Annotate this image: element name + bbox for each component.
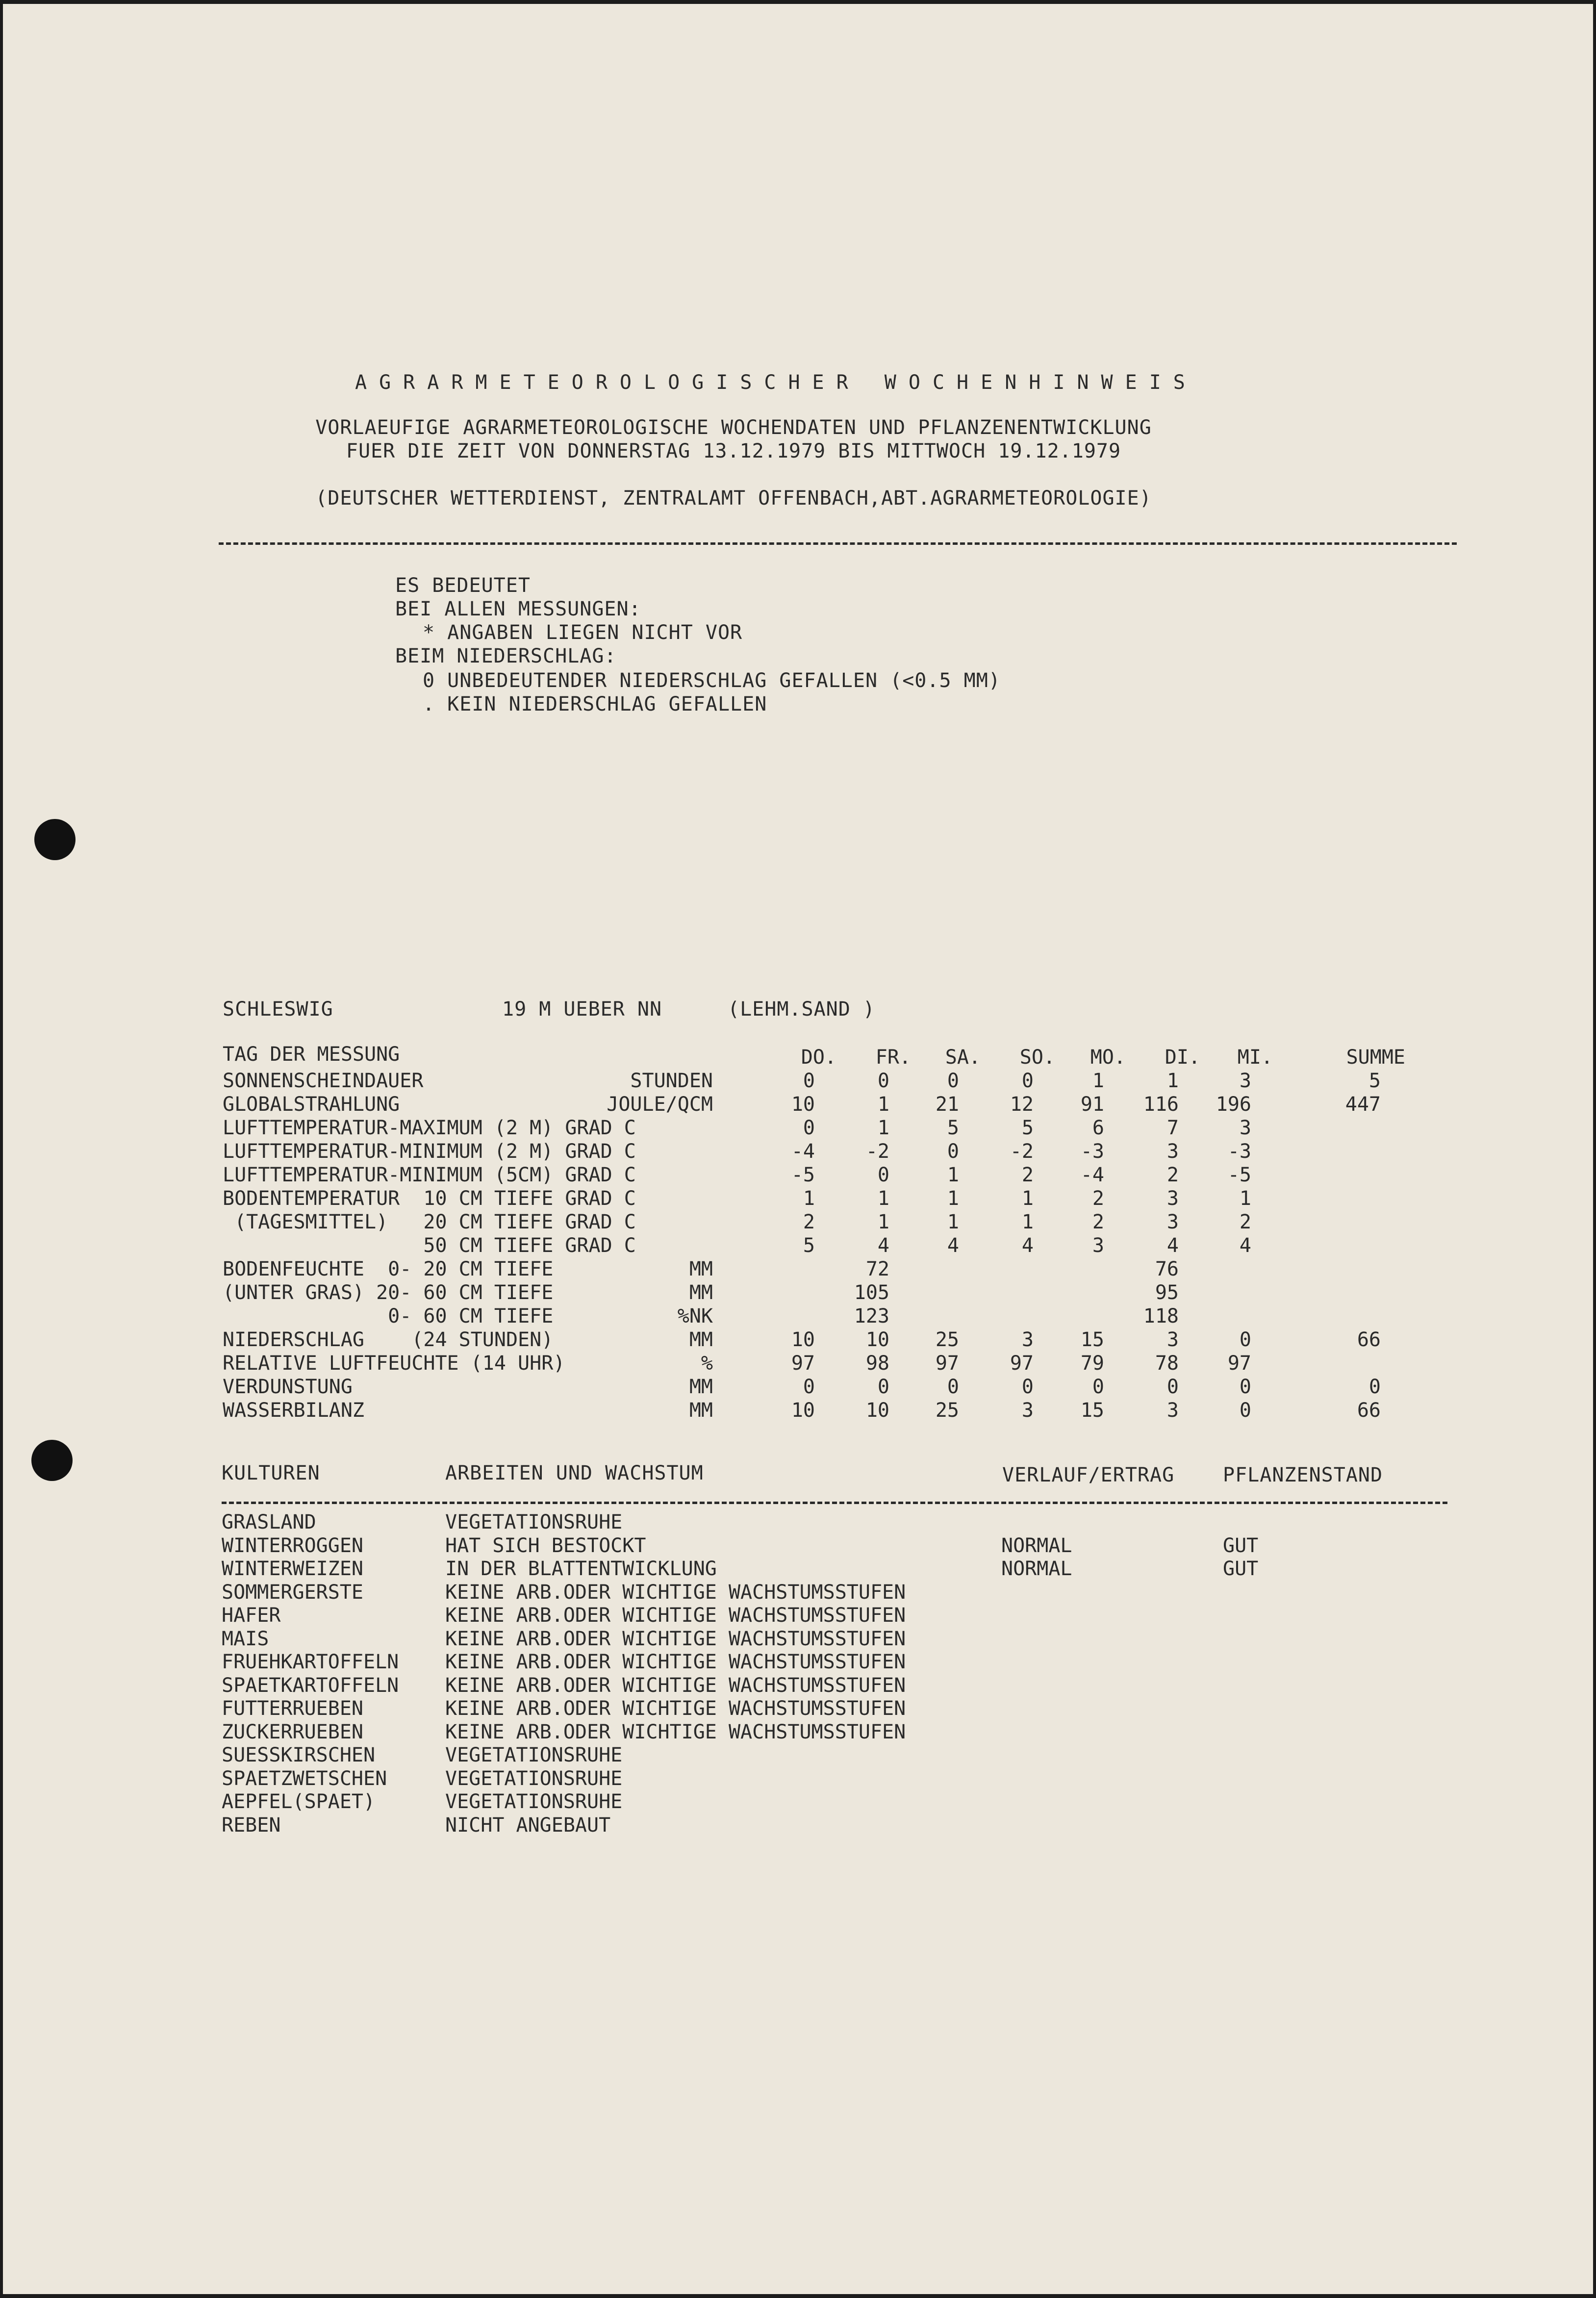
document-page <box>3 4 1593 2294</box>
measurement-value: 3 <box>1239 1070 1251 1092</box>
measurement-value: 0 <box>803 1376 815 1398</box>
crop-verlauf: NORMAL <box>1001 1558 1072 1580</box>
measurement-unit: MM <box>689 1399 713 1422</box>
crop-status: VEGETATIONSRUHE <box>445 1511 623 1533</box>
measurement-value: 2 <box>1239 1211 1251 1233</box>
measurement-value: 1 <box>1021 1211 1034 1233</box>
measurement-value: 0 <box>1239 1399 1251 1422</box>
crops-header-verlauf: VERLAUF/ERTRAG <box>1002 1464 1175 1486</box>
crop-name: SUESSKIRSCHEN <box>222 1744 376 1766</box>
crop-status: KEINE ARB.ODER WICHTIGE WACHSTUMSSTUFEN <box>445 1604 906 1627</box>
legend-line-1: ES BEDEUTET <box>395 574 531 597</box>
day-header: DI. <box>1165 1046 1200 1069</box>
measurement-value: -2 <box>1010 1140 1034 1163</box>
measurement-sum: 66 <box>1357 1328 1381 1351</box>
measurement-value: 3 <box>1166 1140 1179 1163</box>
measurement-label: BODENFEUCHTE 0- 20 CM TIEFE <box>223 1258 554 1280</box>
measurement-value: 3 <box>1021 1328 1034 1351</box>
measurement-value: 25 <box>935 1399 959 1422</box>
measurement-label: (TAGESMITTEL) 20 CM TIEFE GRAD C <box>223 1211 636 1233</box>
measurement-value: 97 <box>791 1352 815 1375</box>
measurement-value: 78 <box>1155 1352 1179 1375</box>
subtitle-line-1: VORLAEUFIGE AGRARMETEOROLOGISCHE WOCHENDATEN UND PFLANZENENTWICKLUNG <box>315 416 1152 439</box>
crop-status: VEGETATIONSRUHE <box>445 1767 623 1790</box>
measurement-value: -3 <box>1227 1140 1251 1163</box>
divider-top <box>219 542 1457 545</box>
measurement-value: 2 <box>1166 1164 1179 1186</box>
measurement-value: 4 <box>877 1234 889 1257</box>
measurement-value: 1 <box>1021 1187 1034 1210</box>
crop-verlauf: NORMAL <box>1001 1534 1072 1557</box>
measurement-value: 10 <box>791 1328 815 1351</box>
legend-line-4: BEIM NIEDERSCHLAG: <box>395 645 617 667</box>
measurement-sum: 0 <box>1368 1376 1381 1398</box>
crop-name: AEPFEL(SPAET) <box>222 1790 376 1813</box>
crops-header-arbeiten: ARBEITEN UND WACHSTUM <box>445 1462 704 1484</box>
measurement-unit: JOULE/QCM <box>607 1093 713 1116</box>
measurement-value: -5 <box>791 1164 815 1186</box>
measurement-value: 0 <box>1239 1376 1251 1398</box>
measurement-value: 72 <box>865 1258 889 1280</box>
measurement-value: 1 <box>803 1187 815 1210</box>
day-header: SA. <box>945 1046 981 1069</box>
day-header: MO. <box>1090 1046 1126 1069</box>
measurement-value: 5 <box>1021 1117 1034 1139</box>
day-header: MI. <box>1237 1046 1273 1069</box>
measurement-value: 3 <box>1166 1328 1179 1351</box>
measurement-value: 118 <box>1143 1305 1179 1328</box>
crop-status: KEINE ARB.ODER WICHTIGE WACHSTUMSSTUFEN <box>445 1674 906 1697</box>
crop-name: REBEN <box>222 1814 281 1837</box>
measurement-value: 0 <box>1021 1376 1034 1398</box>
measurement-label: NIEDERSCHLAG (24 STUNDEN) <box>223 1328 554 1351</box>
measurement-value: 116 <box>1143 1093 1179 1116</box>
measurement-value: 91 <box>1080 1093 1104 1116</box>
measurement-value: 0 <box>947 1070 959 1092</box>
measurement-value: 0 <box>947 1376 959 1398</box>
measurement-label: LUFTTEMPERATUR-MINIMUM (2 M) GRAD C <box>223 1140 636 1163</box>
measurement-value: 6 <box>1092 1117 1104 1139</box>
measurement-unit: % <box>701 1352 713 1375</box>
measurement-value: 1 <box>947 1164 959 1186</box>
measurement-value: 3 <box>1166 1187 1179 1210</box>
crop-stand: GUT <box>1223 1534 1259 1557</box>
measurement-unit: MM <box>689 1376 713 1398</box>
crop-status: HAT SICH BESTOCKT <box>445 1534 646 1557</box>
measurement-value: 0 <box>877 1164 889 1186</box>
measurement-label: LUFTTEMPERATUR-MAXIMUM (2 M) GRAD C <box>223 1117 636 1139</box>
measurement-unit: %NK <box>677 1305 713 1328</box>
crop-name: FRUEHKARTOFFELN <box>222 1651 399 1673</box>
crop-name: FUTTERRUEBEN <box>222 1697 363 1720</box>
measurement-value: 2 <box>803 1211 815 1233</box>
measurement-value: 10 <box>865 1328 889 1351</box>
crop-status: VEGETATIONSRUHE <box>445 1744 623 1766</box>
measurement-value: 7 <box>1166 1117 1179 1139</box>
crop-name: WINTERROGGEN <box>222 1534 363 1557</box>
crop-status: KEINE ARB.ODER WICHTIGE WACHSTUMSSTUFEN <box>445 1721 906 1743</box>
crop-name: GRASLAND <box>222 1511 316 1533</box>
crop-status: IN DER BLATTENTWICKLUNG <box>445 1558 717 1580</box>
measurement-value: 0 <box>877 1376 889 1398</box>
measurement-value: 4 <box>1239 1234 1251 1257</box>
measurement-label: (UNTER GRAS) 20- 60 CM TIEFE <box>223 1281 554 1304</box>
punch-hole-top <box>34 819 76 860</box>
subtitle-line-2: FUER DIE ZEIT VON DONNERSTAG 13.12.1979 BIS MITTWOCH 19.12.1979 <box>346 440 1121 462</box>
legend-line-6: . KEIN NIEDERSCHLAG GEFALLEN <box>423 693 767 715</box>
measurement-value: 2 <box>1092 1211 1104 1233</box>
measurement-value: 21 <box>935 1093 959 1116</box>
measurement-value: 1 <box>877 1093 889 1116</box>
crop-status: NICHT ANGEBAUT <box>445 1814 611 1837</box>
station-name: SCHLESWIG <box>223 998 333 1021</box>
measurement-unit: STUNDEN <box>630 1070 713 1092</box>
crop-stand: GUT <box>1223 1558 1259 1580</box>
crop-name: MAIS <box>222 1628 269 1650</box>
measurement-label: SONNENSCHEINDAUER <box>223 1070 424 1092</box>
measurement-unit: MM <box>689 1328 713 1351</box>
measurement-value: 0 <box>1239 1328 1251 1351</box>
subtitle-line-3: (DEUTSCHER WETTERDIENST, ZENTRALAMT OFFENBACH,ABT.AGRARMETEOROLOGIE) <box>315 487 1152 510</box>
measurement-value: 3 <box>1092 1234 1104 1257</box>
measurement-value: 4 <box>947 1234 959 1257</box>
measurement-value: 1 <box>947 1211 959 1233</box>
measurement-value: 1 <box>1166 1070 1179 1092</box>
measurement-value: 95 <box>1155 1281 1179 1304</box>
measurement-value: 0 <box>1166 1376 1179 1398</box>
crop-status: KEINE ARB.ODER WICHTIGE WACHSTUMSSTUFEN <box>445 1628 906 1650</box>
crops-header-kulturen: KULTUREN <box>222 1462 320 1484</box>
measurement-value: 123 <box>854 1305 889 1328</box>
measurement-value: 5 <box>803 1234 815 1257</box>
measurement-value: 105 <box>854 1281 889 1304</box>
measurement-label: RELATIVE LUFTFEUCHTE (14 UHR) <box>223 1352 565 1375</box>
measurement-value: 1 <box>877 1187 889 1210</box>
day-header: SO. <box>1019 1046 1055 1069</box>
day-header: FR. <box>875 1046 911 1069</box>
measurement-value: 10 <box>791 1399 815 1422</box>
measurement-value: 1 <box>1092 1070 1104 1092</box>
station-height: 19 M UEBER NN <box>502 998 662 1021</box>
measurement-label: VERDUNSTUNG <box>223 1376 353 1398</box>
crop-name: ZUCKERRUEBEN <box>222 1721 363 1743</box>
crop-name: SOMMERGERSTE <box>222 1581 363 1604</box>
crop-name: SPAETKARTOFFELN <box>222 1674 399 1697</box>
legend-line-5: 0 UNBEDEUTENDER NIEDERSCHLAG GEFALLEN (<0.5 MM) <box>423 669 1001 692</box>
measurement-label: GLOBALSTRAHLUNG <box>223 1093 400 1116</box>
measurement-value: 0 <box>803 1117 815 1139</box>
measurement-value: 0 <box>877 1070 889 1092</box>
measurement-value: 98 <box>865 1352 889 1375</box>
station-soil: (LEHM.SAND ) <box>728 998 875 1021</box>
measurement-value: 0 <box>947 1140 959 1163</box>
crops-header-stand: PFLANZENSTAND <box>1223 1464 1383 1486</box>
measurement-value: 10 <box>865 1399 889 1422</box>
crop-name: HAFER <box>222 1604 281 1627</box>
measurement-label: BODENTEMPERATUR 10 CM TIEFE GRAD C <box>223 1187 636 1210</box>
measurement-value: -5 <box>1227 1164 1251 1186</box>
crop-status: KEINE ARB.ODER WICHTIGE WACHSTUMSSTUFEN <box>445 1697 906 1720</box>
measurement-value: 4 <box>1021 1234 1034 1257</box>
measurement-sum: 5 <box>1368 1070 1381 1092</box>
measurement-label: WASSERBILANZ <box>223 1399 364 1422</box>
measurement-unit: MM <box>689 1258 713 1280</box>
sum-header: SUMME <box>1346 1046 1405 1069</box>
measurement-label: 50 CM TIEFE GRAD C <box>223 1234 636 1257</box>
measurement-unit: MM <box>689 1281 713 1304</box>
day-header: DO. <box>801 1046 836 1069</box>
measurement-value: 97 <box>1227 1352 1251 1375</box>
measurement-label: LUFTTEMPERATUR-MINIMUM (5CM) GRAD C <box>223 1164 636 1186</box>
measurement-value: 97 <box>1010 1352 1034 1375</box>
measurement-value: 12 <box>1010 1093 1034 1116</box>
measurement-value: -4 <box>1080 1164 1104 1186</box>
measurement-value: 1 <box>877 1211 889 1233</box>
measurement-value: -4 <box>791 1140 815 1163</box>
measurement-sum: 447 <box>1345 1093 1381 1116</box>
legend-line-3: * ANGABEN LIEGEN NICHT VOR <box>423 621 743 644</box>
legend-line-2: BEI ALLEN MESSUNGEN: <box>395 598 641 620</box>
crop-status: VEGETATIONSRUHE <box>445 1790 623 1813</box>
measurement-value: 3 <box>1021 1399 1034 1422</box>
measurement-value: 0 <box>803 1070 815 1092</box>
measurement-value: 97 <box>935 1352 959 1375</box>
measurement-value: 15 <box>1080 1328 1104 1351</box>
measurement-value: 0 <box>1092 1376 1104 1398</box>
measurement-value: -2 <box>865 1140 889 1163</box>
measurement-sum: 66 <box>1357 1399 1381 1422</box>
divider-crops <box>222 1502 1447 1504</box>
measurement-value: 5 <box>947 1117 959 1139</box>
measurement-value: 2 <box>1092 1187 1104 1210</box>
crop-status: KEINE ARB.ODER WICHTIGE WACHSTUMSSTUFEN <box>445 1581 906 1604</box>
crop-name: SPAETZWETSCHEN <box>222 1767 387 1790</box>
measurement-label: 0- 60 CM TIEFE <box>223 1305 554 1328</box>
measurement-value: 3 <box>1166 1211 1179 1233</box>
crop-status: KEINE ARB.ODER WICHTIGE WACHSTUMSSTUFEN <box>445 1651 906 1673</box>
measurement-value: 1 <box>947 1187 959 1210</box>
measurement-value: 76 <box>1155 1258 1179 1280</box>
crop-name: WINTERWEIZEN <box>222 1558 363 1580</box>
document-title: AGRARMETEOROLOGISCHER WOCHENHINWEIS <box>355 371 1197 394</box>
measurement-value: 196 <box>1216 1093 1251 1116</box>
measurement-value: 1 <box>877 1117 889 1139</box>
punch-hole-bottom <box>31 1440 73 1481</box>
measurement-value: 25 <box>935 1328 959 1351</box>
measurement-value: -3 <box>1080 1140 1104 1163</box>
measurement-value: 3 <box>1239 1117 1251 1139</box>
measurement-value: 4 <box>1166 1234 1179 1257</box>
measurement-value: 1 <box>1239 1187 1251 1210</box>
measurement-value: 10 <box>791 1093 815 1116</box>
measurement-value: 2 <box>1021 1164 1034 1186</box>
measurement-value: 0 <box>1021 1070 1034 1092</box>
measurement-value: 79 <box>1080 1352 1104 1375</box>
measurement-value: 15 <box>1080 1399 1104 1422</box>
table-label-header: TAG DER MESSUNG <box>223 1043 400 1066</box>
measurement-value: 3 <box>1166 1399 1179 1422</box>
